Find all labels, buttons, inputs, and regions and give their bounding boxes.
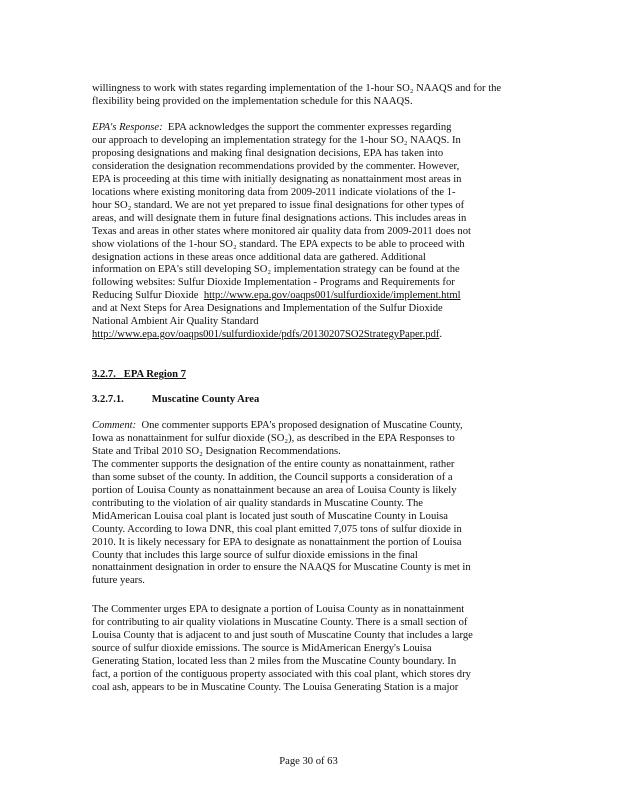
comment-line: than some subset of the county. In addition, the Council supports a consideration of a: [92, 471, 453, 483]
subsection-heading: [92, 394, 520, 407]
epa-response-line: areas, and will designate them in future final designations actions. This includes areas in: [92, 212, 467, 224]
epa-response-paragraph: [92, 122, 520, 342]
epa-response-line: consideration the designation recommendations provided by the commenter. However,: [92, 160, 460, 172]
comment-line: The Commenter urges EPA to designate a portion of Louisa County as in nonattainment: [92, 604, 465, 615]
comment-line: Louisa County that is adjacent to and just south of Muscatine County that includes a large: [92, 629, 473, 641]
epa-response-line: EPA acknowledges the support the commenter expresses regarding: [167, 122, 452, 133]
intro-paragraph: [92, 83, 520, 109]
comment-line: fact, a portion of the contiguous property associated with this coal plant, which stores dry: [92, 668, 471, 680]
epa-response-line: our approach to developing an implementation strategy for the 1-hour SO₂ NAAQS. In: [92, 134, 461, 146]
epa-response-label: EPA's Response:: [92, 122, 163, 133]
comment-line: future years.: [92, 575, 145, 587]
comment-line: source of sulfur dioxide emissions. The source is MidAmerican Energy's Louisa: [92, 642, 432, 654]
link2-suffix: .: [439, 329, 443, 341]
comment-line: One commenter supports EPA's proposed designation of Muscatine County,: [141, 420, 463, 431]
comment-line: Generating Station, located less than 2 miles from the Muscatine County boundary. In: [92, 655, 457, 667]
section-heading: [92, 369, 520, 382]
comment-paragraph: [92, 420, 520, 588]
section-number: 3.2.7.: [92, 369, 116, 380]
comment-line: nonattainment designation in order to ensure the NAAQS for Muscatine County is met in: [92, 562, 471, 574]
epa-response-line: and at Next Steps for Area Designations and Implementation of the Sulfur Dioxide: [92, 303, 443, 315]
comment-line: The commenter supports the designation of the entire county as nonattainment, rather: [92, 458, 455, 470]
comment-line: coal ash, appears to be in Muscatine County. The Louisa Generating Station is a major: [92, 681, 459, 693]
comment-line: Iowa as nonattainment for sulfur dioxide (SO₂), as described in the EPA Responses to: [92, 432, 455, 444]
comment-line: State and Tribal 2010 SO₂ Designation Recommendations.: [92, 445, 341, 457]
link1-prefix: Reducing Sulfur Dioxide: [92, 290, 199, 302]
epa-response-line: hour SO₂ standard. We are not yet prepared to issue final designations for other types of: [92, 199, 465, 211]
comment-line: for contributing to air quality violations in Muscatine County. There is a small section of: [92, 616, 468, 628]
comment-line: portion of Louisa County as nonattainment because an area of Louisa County is likely: [92, 484, 457, 496]
epa-response-line: Texas and areas in other states where monitored air quality data from 2009-2011 does not: [92, 225, 471, 237]
epa-response-line: designation actions in these areas once additional data are gathered. Additional: [92, 251, 426, 263]
page-number: Page 30 of 63: [279, 756, 338, 767]
comment-line: 2010. It is likely necessary for EPA to designate as nonattainment the portion of Louisa: [92, 536, 462, 548]
epa-response-line: information on EPA's still developing SO₂ implementation strategy can be found at the: [92, 264, 460, 276]
subsection-number: 3.2.7.1.: [92, 394, 124, 405]
epa-response-line: proposing designations and making final designation decisions, EPA has taken into: [92, 147, 444, 159]
epa-response-line: National Ambient Air Quality Standard: [92, 316, 259, 328]
intro-text: willingness to work with states regarding implementation of the 1-hour SO₂ NAAQS and for the flexibility being provided on the implementation schedule for this NAAQS.: [92, 83, 502, 107]
subsection-title: Muscatine County Area: [151, 394, 260, 405]
commenter-urges-paragraph: [92, 604, 520, 695]
comment-line: contributing to the violation of air quality standards in Muscatine County. The: [92, 497, 423, 509]
epa-response-line: show violations of the 1-hour SO₂ standard. The EPA expects to be able to proceed with: [92, 238, 465, 250]
comment-line: County that includes this large source of sulfur dioxide emissions in the final: [92, 549, 418, 561]
comment-line: County. According to Iowa DNR, this coal plant emitted 7,075 tons of sulfur dioxide in: [92, 523, 462, 535]
comment-line: MidAmerican Louisa coal plant is located just south of Muscatine County in Louisa: [92, 510, 449, 522]
epa-response-line: EPA is proceeding at this time with initially designating as nonattainment most areas in: [92, 173, 462, 185]
epa-response-line: following websites: Sulfur Dioxide Implementation - Programs and Requirements for: [92, 277, 455, 289]
strategy-paper-link[interactable]: http://www.epa.gov/oaqps001/sulfurdioxide/pdfs/20130207SO2StrategyPaper.pdf: [92, 329, 440, 341]
comment-label: Comment:: [92, 420, 137, 431]
implementation-link[interactable]: http://www.epa.gov/oaqps001/sulfurdioxide/implement.html: [203, 290, 461, 302]
page-footer: [0, 756, 617, 769]
epa-response-line: locations where existing monitoring data from 2009-2011 indicate violations of the 1-: [92, 186, 456, 198]
section-title: EPA Region 7: [123, 369, 186, 380]
